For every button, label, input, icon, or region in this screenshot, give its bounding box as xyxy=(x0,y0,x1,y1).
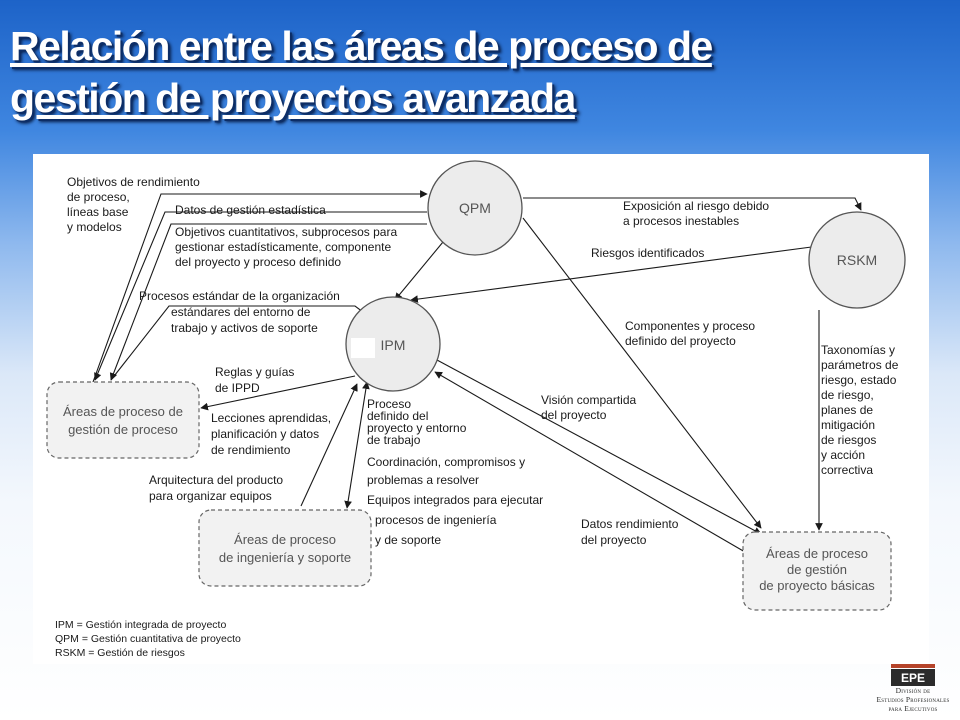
arrow-qpm-ipm xyxy=(395,242,443,300)
svg-text:correctiva: correctiva xyxy=(821,463,874,477)
svg-text:Visión compartida: Visión compartida xyxy=(541,393,637,407)
label-rules xyxy=(215,365,294,395)
svg-text:trabajo y activos de soporte: trabajo y activos de soporte xyxy=(171,321,318,335)
diagram-legend xyxy=(55,619,241,659)
svg-text:Coordinación, compromisos y: Coordinación, compromisos y xyxy=(367,455,526,469)
epe-logo-line-2: Estudios Profesionales xyxy=(876,695,950,704)
svg-text:Taxonomías y: Taxonomías y xyxy=(821,343,896,357)
legend-ipm: IPM = Gestión integrada de proyecto xyxy=(55,619,227,631)
svg-text:del proyecto: del proyecto xyxy=(581,533,647,547)
svg-text:Riesgos identificados: Riesgos identificados xyxy=(591,246,705,260)
svg-text:definido del proyecto: definido del proyecto xyxy=(625,334,736,348)
svg-text:definido del: definido del xyxy=(367,409,429,423)
label-lessons xyxy=(211,411,331,457)
label-teams xyxy=(367,493,543,547)
node-process-management-line-2: gestión de proceso xyxy=(68,422,178,437)
svg-text:y de soporte: y de soporte xyxy=(375,533,442,547)
svg-text:Arquitectura del producto: Arquitectura del producto xyxy=(149,473,284,487)
svg-text:estándares del entorno de: estándares del entorno de xyxy=(171,305,311,319)
svg-text:gestionar estadísticamente, co: gestionar estadísticamente, componente xyxy=(175,240,392,254)
diagram-canvas xyxy=(33,154,929,664)
svg-text:riesgo, estado: riesgo, estado xyxy=(821,373,897,387)
epe-logo xyxy=(868,664,958,720)
label-perf-data xyxy=(581,517,679,547)
svg-text:Proceso: Proceso xyxy=(367,397,412,411)
node-qpm-label: QPM xyxy=(459,200,491,216)
svg-text:a procesos inestables: a procesos inestables xyxy=(623,214,740,228)
slide-title-line-2: gestión de proyectos avanzada xyxy=(10,75,575,121)
svg-text:de trabajo: de trabajo xyxy=(367,433,421,447)
svg-text:proyecto y entorno: proyecto y entorno xyxy=(367,421,467,435)
node-rskm xyxy=(809,212,905,308)
node-engineering-support xyxy=(199,510,371,586)
svg-text:Datos rendimiento: Datos rendimiento xyxy=(581,517,679,531)
label-coordination xyxy=(367,455,525,487)
svg-text:Datos de gestión estadística: Datos de gestión estadística xyxy=(175,203,326,217)
label-taxonomies xyxy=(821,343,899,477)
slide-title xyxy=(10,20,910,124)
label-quant-objectives xyxy=(175,225,397,269)
label-vision xyxy=(541,393,636,422)
process-areas-diagram xyxy=(33,154,929,664)
svg-text:para organizar equipos: para organizar equipos xyxy=(149,489,272,503)
node-ipm xyxy=(346,297,440,391)
svg-text:de proceso,: de proceso, xyxy=(67,190,130,204)
node-process-management-line-1: Áreas de proceso de xyxy=(63,404,183,419)
arrow-ipm-engineering xyxy=(347,382,367,508)
svg-text:Objetivos de rendimiento: Objetivos de rendimiento xyxy=(67,175,200,189)
svg-text:Lecciones aprendidas,: Lecciones aprendidas, xyxy=(211,411,332,425)
svg-text:problemas a resolver: problemas a resolver xyxy=(367,473,480,487)
arrow-architecture xyxy=(301,384,357,506)
svg-text:parámetros de: parámetros de xyxy=(821,358,899,372)
svg-text:Equipos integrados para ejecut: Equipos integrados para ejecutar xyxy=(367,493,544,507)
epe-logo-mark xyxy=(891,664,935,686)
node-basic-pm-line-1: Áreas de proceso xyxy=(766,546,868,561)
node-ipm-label: IPM xyxy=(380,337,406,353)
svg-text:Componentes y proceso: Componentes y proceso xyxy=(625,319,756,333)
node-qpm xyxy=(428,161,522,255)
legend-rskm: RSKM = Gestión de riesgos xyxy=(55,647,185,659)
svg-text:del proyecto y proceso definid: del proyecto y proceso definido xyxy=(175,255,342,269)
label-process-defined xyxy=(367,397,467,447)
svg-text:Objetivos cuantitativos, subpr: Objetivos cuantitativos, subprocesos para xyxy=(175,225,398,239)
label-std-processes xyxy=(139,289,340,335)
svg-text:y modelos: y modelos xyxy=(67,220,122,234)
epe-logo-line-1: División de xyxy=(895,686,931,695)
epe-logo-line-3: para Ejecutivos xyxy=(888,704,938,713)
svg-text:de rendimiento: de rendimiento xyxy=(211,443,291,457)
svg-text:de riesgos: de riesgos xyxy=(821,433,877,447)
label-exposure xyxy=(623,199,769,228)
svg-text:líneas base: líneas base xyxy=(67,205,129,219)
svg-text:Procesos estándar de la organi: Procesos estándar de la organización xyxy=(139,289,340,303)
label-architecture xyxy=(149,473,283,503)
node-basic-pm-line-3: de proyecto básicas xyxy=(759,578,875,593)
label-stat-data xyxy=(175,203,326,217)
svg-text:Exposición al riesgo debido: Exposición al riesgo debido xyxy=(623,199,770,213)
svg-text:planes de: planes de xyxy=(821,403,874,417)
legend-qpm: QPM = Gestión cuantitativa de proyecto xyxy=(55,633,241,645)
arrow-vision xyxy=(437,360,761,534)
node-process-management xyxy=(47,382,199,458)
svg-text:Reglas y guías: Reglas y guías xyxy=(215,365,295,379)
svg-text:de riesgo,: de riesgo, xyxy=(821,388,874,402)
label-risks-identified xyxy=(591,246,704,260)
svg-text:y acción: y acción xyxy=(821,448,866,462)
node-engineering-support-line-1: Áreas de proceso xyxy=(234,532,336,547)
node-engineering-support-line-2: de ingeniería y soporte xyxy=(218,550,352,565)
svg-text:mitigación: mitigación xyxy=(821,418,876,432)
svg-text:procesos de ingeniería: procesos de ingeniería xyxy=(375,513,497,527)
node-basic-project-management xyxy=(743,532,891,610)
arrow-qpm-basic xyxy=(523,218,761,528)
svg-text:de IPPD: de IPPD xyxy=(215,381,260,395)
slide-title-line-1: Relación entre las áreas de proceso de xyxy=(10,23,712,69)
svg-text:planificación y datos: planificación y datos xyxy=(211,427,320,441)
epe-logo-text: EPE xyxy=(900,671,926,685)
svg-text:del proyecto: del proyecto xyxy=(541,408,607,422)
node-basic-pm-line-2: de gestión xyxy=(787,562,847,577)
node-rskm-label: RSKM xyxy=(836,252,878,268)
label-components xyxy=(625,319,755,348)
